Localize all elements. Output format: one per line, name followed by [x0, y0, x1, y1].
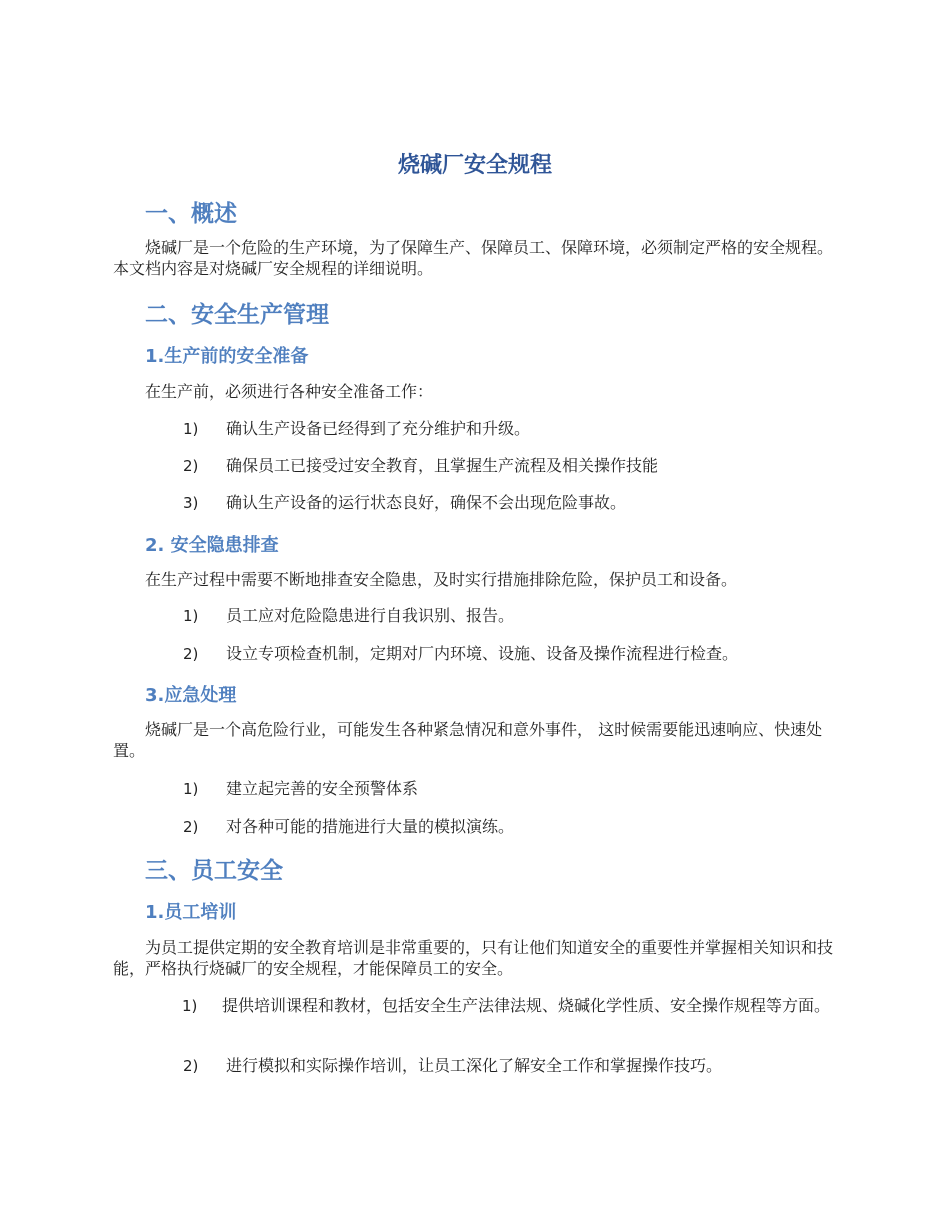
list-item-text: 设立专项检查机制，定期对厂内环境、设施、设备及操作流程进行检查。	[226, 644, 739, 663]
section-2-heading: 二、安全生产管理	[145, 302, 329, 328]
subsection-2-3-heading: 3.应急处理	[145, 685, 237, 706]
list-item	[183, 816, 514, 838]
list-item-text: 提供培训课程和教材，包括安全生产法律法规、烧碱化学性质、安全操作规程等方面。	[222, 996, 831, 1015]
list-item-text: 建立起完善的安全预警体系	[226, 779, 419, 798]
list-item-number: 2)	[183, 1057, 199, 1075]
list-item-number: 2)	[183, 457, 199, 475]
list-item	[183, 605, 514, 627]
list-item-number: 1)	[183, 607, 199, 625]
subsection-3-1-paragraph: 为员工提供定期的安全教育培训是非常重要的，只有让他们知道安全的重要性并掌握相关知识和技能，严格执行烧碱厂的安全规程，才能保障员工的安全。	[113, 938, 834, 978]
list-item-text: 员工应对危险隐患进行自我识别、报告。	[226, 606, 515, 625]
list-item-number: 2)	[183, 645, 199, 663]
list-item	[183, 455, 658, 477]
subsection-2-2-heading: 2. 安全隐患排查	[145, 535, 279, 556]
list-item	[183, 643, 738, 665]
list-item-number: 2)	[183, 818, 199, 836]
list-item-number: 1)	[183, 780, 199, 798]
list-item-text: 确认生产设备已经得到了充分维护和升级。	[226, 419, 531, 438]
list-item-number: 3)	[183, 494, 199, 512]
subsection-2-2-intro: 在生产过程中需要不断地排查安全隐患，及时实行措施排除危险，保护员工和设备。	[145, 570, 738, 589]
list-item	[183, 418, 530, 440]
list-item-text: 确认生产设备的运行状态良好，确保不会出现危险事故。	[226, 493, 627, 512]
list-item-number: 1)	[182, 997, 198, 1015]
section-1-heading: 一、概述	[145, 201, 237, 227]
section-3-heading: 三、员工安全	[145, 858, 283, 884]
subsection-2-1-intro: 在生产前，必须进行各种安全准备工作：	[145, 382, 434, 401]
list-item-text: 确保员工已接受过安全教育，且掌握生产流程及相关操作技能	[226, 456, 659, 475]
list-item	[183, 1055, 722, 1077]
subsection-2-1-heading: 1.生产前的安全准备	[145, 346, 309, 367]
list-item	[183, 778, 418, 800]
list-item-text: 进行模拟和实际操作培训，让员工深化了解安全工作和掌握操作技巧。	[226, 1056, 723, 1075]
list-item-text: 对各种可能的措施进行大量的模拟演练。	[226, 817, 515, 836]
list-item-number: 1)	[183, 420, 199, 438]
section-1-paragraph: 烧碱厂是一个危险的生产环境，为了保障生产、保障员工、保障环境，必须制定严格的安全规程。本文档内容是对烧碱厂安全规程的详细说明。	[113, 238, 834, 278]
document-title: 烧碱厂安全规程	[397, 153, 552, 178]
list-item	[183, 492, 626, 514]
subsection-3-1-heading: 1.员工培训	[145, 902, 237, 923]
list-item	[150, 995, 842, 1017]
subsection-2-3-paragraph: 烧碱厂是一个高危险行业，可能发生各种紧急情况和意外事件， 这时候需要能迅速响应、快速处置。	[113, 720, 823, 760]
